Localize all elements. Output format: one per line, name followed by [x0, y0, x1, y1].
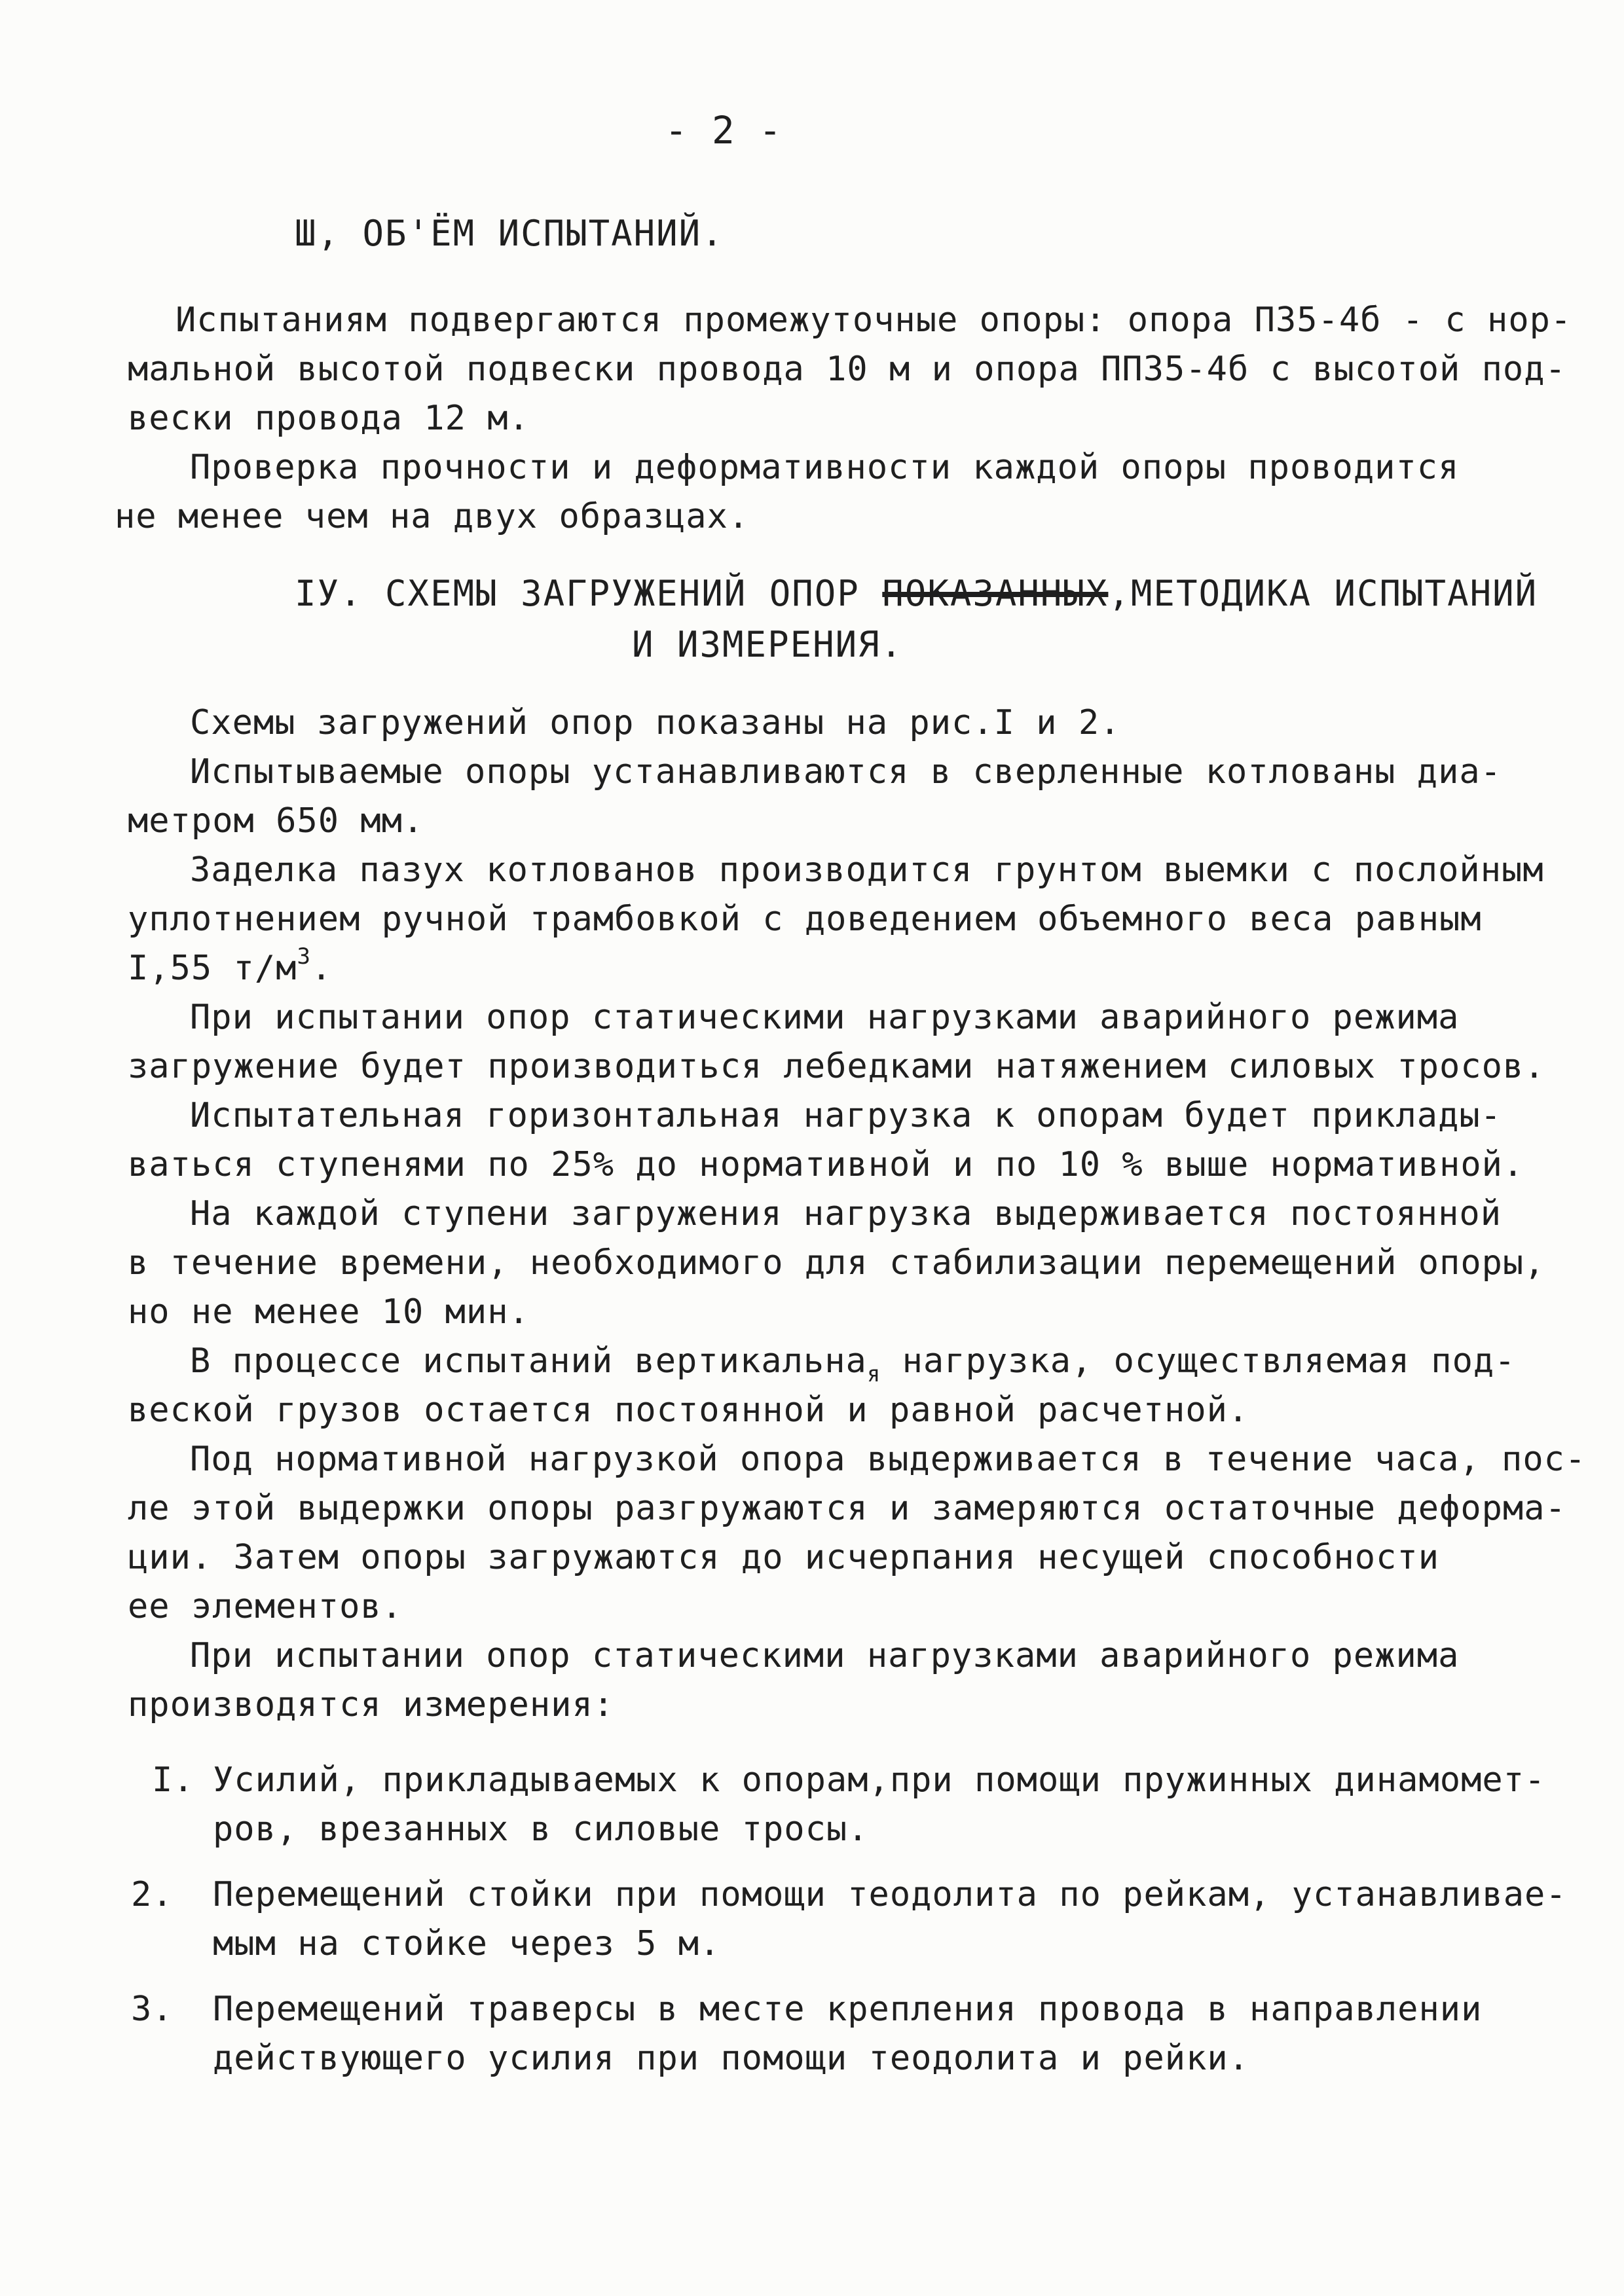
section-4-line-17: ле этой выдержки опоры разгружаются и замеряются остаточные деформа-	[128, 1489, 1566, 1528]
section-4-line-4: Заделка пазух котлованов производится грунтом выемки с послойным	[190, 850, 1544, 890]
section-3-paragraph-2-line-2: не менее чем на двух образцах.	[115, 497, 750, 536]
density-value: I,55 т/м	[128, 949, 297, 988]
list-item-1-line-2: ров, врезанных в силовые тросы.	[213, 1810, 869, 1849]
section-4-line-8: загружение будет производиться лебедками натяжением силовых тросов.	[128, 1047, 1545, 1086]
list-item-2-line-2: мым на стойке через 5 м.	[213, 1924, 721, 1963]
section-4-line-3: метром 650 мм.	[128, 801, 424, 841]
list-item-3-line-1: Перемещений траверсы в месте крепления провода в направлении	[213, 1990, 1483, 2029]
density-exponent: 3	[297, 943, 311, 970]
section-4-heading	[295, 573, 1538, 614]
section-4-line-18: ции. Затем опоры загружаются до исчерпания несущей способности	[128, 1538, 1440, 1577]
section-4-line-5: уплотнением ручной трамбовкой с доведением объемного веса равным	[128, 900, 1482, 939]
list-item-3-line-2: действующего усилия при помощи теодолита и рейки.	[213, 2039, 1250, 2078]
section-4-line-1: Схемы загружений опор показаны на рис.I и 2.	[190, 703, 1121, 742]
section-3-paragraph-1-line-3: вески провода 12 м.	[128, 399, 530, 438]
list-item-2-number: 2.	[131, 1875, 174, 1914]
section-4-line-14	[190, 1341, 1516, 1387]
section-4-line-14-start: В процессе испытаний вертикальна	[190, 1341, 867, 1381]
section-4-line-7: При испытании опор статическими нагрузками аварийного режима	[190, 998, 1460, 1037]
section-4-heading-line-2: И ИЗМЕРЕНИЯ.	[632, 624, 904, 665]
page-number: - 2 -	[665, 108, 783, 153]
section-4-line-11: На каждой ступени загружения нагрузка выдерживается постоянной	[190, 1194, 1502, 1233]
section-4-line-19: ее элементов.	[128, 1587, 403, 1626]
section-4-line-14-end: нагрузка, осуществляемая под-	[881, 1341, 1516, 1381]
section-4-heading-part-2: ,МЕТОДИКА ИСПЫТАНИЙ	[1108, 573, 1538, 614]
list-item-1-number: I.	[152, 1760, 194, 1800]
section-4-line-16: Под нормативной нагрузкой опора выдерживается в течение часа, пос-	[190, 1440, 1587, 1479]
section-4-heading-struck-word: ПОКАЗАННЫХ	[882, 573, 1109, 614]
list-item-1-line-1: Усилий, прикладываемых к опорам,при помощи пружинных динамомет-	[213, 1760, 1546, 1800]
section-3-heading: Ш, ОБ'ЁМ ИСПЫТАНИЙ.	[295, 213, 724, 254]
section-4-line-10: ваться ступенями по 25% до нормативной и по 10 % выше нормативной.	[128, 1145, 1524, 1184]
density-period: .	[310, 949, 333, 988]
section-3-paragraph-2-line-1: Проверка прочности и деформативности каждой опоры проводится	[190, 448, 1460, 487]
section-4-line-15: веской грузов остается постоянной и равной расчетной.	[128, 1391, 1249, 1430]
section-3-paragraph-1-line-2: мальной высотой подвески провода 10 м и опора ПП35-4б с высотой под-	[128, 350, 1566, 389]
section-4-line-6	[128, 943, 333, 988]
section-4-line-21: производятся измерения:	[128, 1685, 615, 1724]
section-4-line-14-correction: я	[866, 1361, 881, 1387]
section-4-heading-part-1: IУ. СХЕМЫ ЗАГРУЖЕНИЙ ОПОР	[295, 573, 860, 614]
section-4-line-13: но не менее 10 мин.	[128, 1292, 530, 1332]
section-4-line-9: Испытательная горизонтальная нагрузка к опорам будет приклады-	[190, 1096, 1502, 1135]
section-4-line-20: При испытании опор статическими нагрузками аварийного режима	[190, 1636, 1460, 1675]
list-item-2-line-1: Перемещений стойки при помощи теодолита по рейкам, устанавливае-	[213, 1875, 1567, 1914]
section-4-line-2: Испытываемые опоры устанавливаются в сверленные котлованы диа-	[190, 752, 1502, 792]
list-item-3-number: 3.	[131, 1990, 174, 2029]
section-4-line-12: в течение времени, необходимого для стабилизации перемещений опоры,	[128, 1243, 1545, 1283]
section-3-paragraph-1-line-1: Испытаниям подвергаются промежуточные опоры: опора П35-4б - с нор-	[175, 301, 1572, 340]
